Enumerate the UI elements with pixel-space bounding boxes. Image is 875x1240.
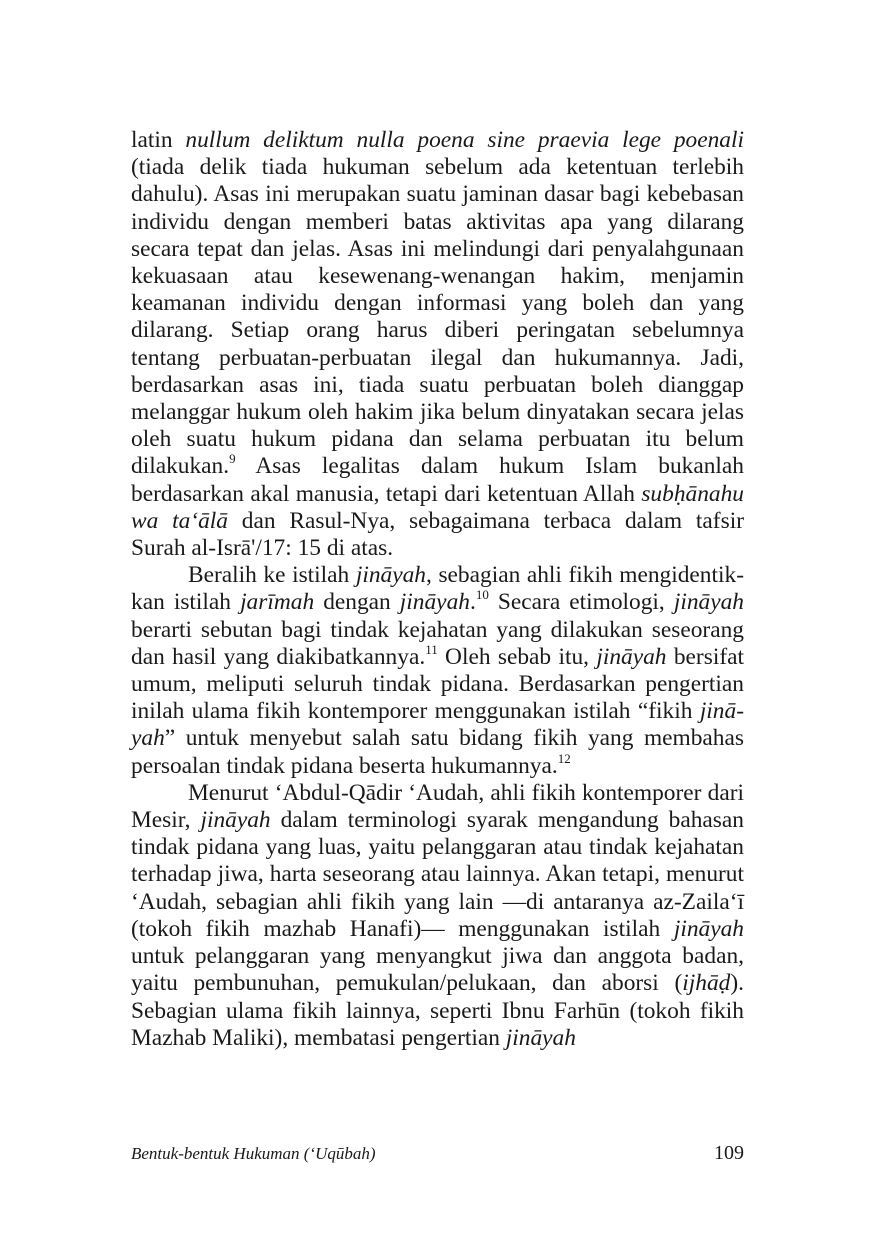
italic-term: jināyah bbox=[673, 589, 744, 616]
paragraph bbox=[131, 780, 744, 1052]
italic-term: jarīmah bbox=[240, 589, 315, 616]
footnote-ref: 9 bbox=[229, 451, 236, 467]
italic-term: ijhāḍ bbox=[682, 970, 731, 997]
text-run: bersifat umum, meliputi seluruh tindak pidana. Berdasarkan pengertian inilah ulama fikih kontemporer menggunakan istilah “fikih bbox=[131, 643, 744, 725]
text-run: untuk pelanggaran yang menyangkut jiwa dan anggota badan, yaitu pembunuhan, pemukulan/pelukaan, dan aborsi ( bbox=[131, 943, 744, 997]
footnote-ref: 11 bbox=[425, 641, 438, 657]
text-run: Secara etimologi, bbox=[488, 589, 674, 616]
text-run: dengan bbox=[314, 589, 400, 616]
text-run: berarti sebutan bagi tindak kejahatan yang dilakukan seseorang dan hasil yang diakibatkannya. bbox=[131, 616, 744, 670]
page-footer bbox=[131, 1142, 744, 1165]
text-run: Beralih ke istilah bbox=[188, 562, 356, 589]
text-run: (tiada delik tiada hukuman sebelum ada ketentuan terlebih dahulu). Asas ini merupakan suatu jaminan dasar bagi kebebasan individu dengan memberi batas aktivitas apa yang dilarang secara tepat dan jelas. Asas ini melindungi dari penyalahgunaan kekuasaan atau kesewenang-wenangan hakim, menjamin keamanan individu dengan informasi yang boleh dan yang dilarang. Setiap orang harus diberi peringatan sebelumnya tentang perbuatan-perbuatan ilegal dan hukumannya. Jadi, berdasarkan asas ini, tiada suatu perbuatan boleh dianggap melanggar hukum oleh hakim jika belum dinyatakan secara jelas oleh suatu hukum pidana dan selama perbuatan itu belum dilakukan. bbox=[131, 154, 744, 480]
footnote-ref: 12 bbox=[557, 750, 571, 766]
italic-term: jināyah bbox=[399, 589, 470, 616]
page-number: 109 bbox=[714, 1142, 744, 1164]
text-run: Menurut ‘Abdul-Qādir ‘Audah, ahli fikih kontemporer dari Mesir, bbox=[131, 779, 744, 834]
text-run: ). Sebagian ulama fikih lainnya, seperti Ibnu Farhūn (tokoh fikih Mazhab Maliki), membatasi pengertian bbox=[131, 970, 744, 1051]
text-run: Asas legalitas dalam hukum Islam bukanlah berdasarkan akal manusia, tetapi dari ketentuan Allah bbox=[131, 453, 744, 507]
text-run: latin bbox=[131, 127, 186, 153]
italic-term: jināyah bbox=[505, 1024, 576, 1051]
footnote-ref: 10 bbox=[475, 587, 489, 603]
italic-term: nullum deliktum nulla poena sine praevia lege poenali bbox=[185, 127, 744, 153]
italic-term: jināyah bbox=[200, 807, 271, 834]
text-run: , sebagian ahli fikih mengidentikkan istilah bbox=[131, 562, 744, 616]
running-title: Bentuk-bentuk Hukuman (‘Uqūbah) bbox=[131, 1144, 376, 1163]
body-text bbox=[131, 127, 744, 1052]
paragraph bbox=[131, 562, 744, 780]
text-run: . bbox=[469, 589, 476, 616]
italic-term: jināyah bbox=[596, 643, 667, 670]
italic-term: subḥānahu wa ta‘ālā bbox=[131, 480, 744, 534]
italic-term: jināyah bbox=[673, 915, 744, 942]
paragraph bbox=[131, 127, 744, 562]
text-run: dan Rasul-Nya, sebagaimana terbaca dalam tafsir Surah al-Isrā'/17: 15 di atas. bbox=[131, 507, 744, 562]
italic-term: jināyah bbox=[131, 698, 744, 752]
text-run: Oleh sebab itu, bbox=[437, 643, 597, 670]
text-run: ” untuk menyebut salah satu bidang fikih yang membahas persoalan tindak pidana beserta hukumannya. bbox=[131, 725, 744, 779]
text-run: dalam terminologi syarak mengandung bahasan tindak pidana yang luas, yaitu pelanggaran atau tindak kejahatan terhadap jiwa, harta seseorang atau lainnya. Akan tetapi, menurut ‘Audah, sebagian ahli fikih yang lain —di antaranya az-Zaila‘ī (tokoh fikih mazhab Hanafi)— menggunakan istilah bbox=[131, 807, 744, 942]
italic-term: jināyah bbox=[355, 562, 427, 589]
